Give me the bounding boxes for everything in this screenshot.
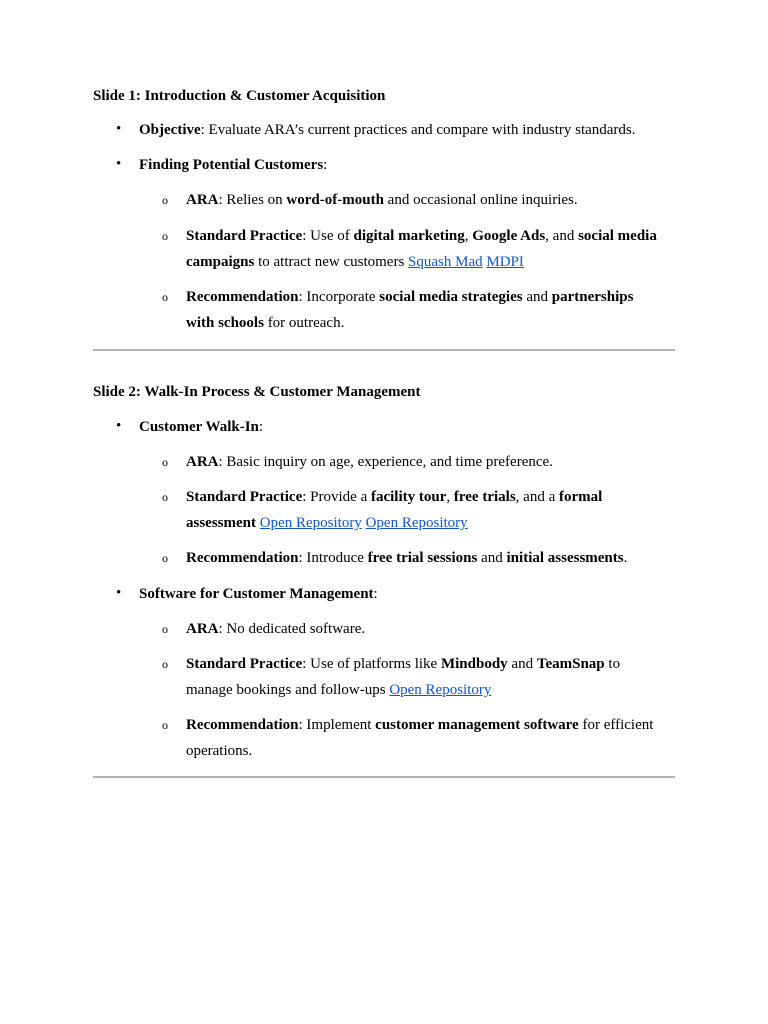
recommendation-text-1: : Implement [298, 717, 376, 733]
bullet-disc: • [116, 156, 122, 172]
recommendation-text-1: : Introduce [298, 550, 368, 566]
bullet-disc: • [116, 418, 122, 434]
slide1-recommendation-item-line2 [186, 310, 344, 336]
standard-label: Standard Practice [186, 228, 303, 244]
recommendation-label: Recommendation [186, 289, 299, 305]
open-repository-link[interactable]: Open Repository [389, 682, 492, 698]
recommendation-label: Recommendation [186, 550, 299, 566]
bullet-circle: o [162, 657, 168, 671]
slide1-recommendation-item [186, 284, 633, 310]
bullet-circle: o [162, 622, 168, 636]
recommendation-text-2: and [477, 550, 507, 566]
slide2-title: Slide 2: Walk-In Process & Customer Management [93, 384, 421, 400]
software-colon: : [373, 586, 378, 602]
standard-text-1: : Use of [302, 228, 354, 244]
slide1-title: Slide 1: Introduction & Customer Acquisition [93, 88, 386, 104]
slide2-standard-item-line2 [186, 510, 468, 536]
standard-text-2: , [464, 228, 473, 244]
objective-label: Objective [139, 122, 201, 138]
open-repository-link[interactable]: Open Repository [259, 515, 362, 531]
open-repository-link[interactable]: Open Repository [365, 515, 468, 531]
standard-bold-4: campaigns [186, 254, 255, 270]
standard-text-4: manage bookings and follow-ups [186, 682, 390, 698]
bullet-circle: o [162, 229, 168, 243]
objective-item [139, 117, 636, 143]
standard-text-3: to [604, 656, 621, 672]
slide2-standard2-item [186, 651, 620, 677]
standard-label: Standard Practice [186, 656, 303, 672]
squash-mad-link[interactable]: Squash Mad [408, 254, 483, 270]
recommendation-text-3: operations. [186, 743, 253, 759]
recommendation-bold-2: initial assessments [506, 550, 624, 566]
slide2-recommendation2-item-line2 [186, 738, 252, 764]
horizontal-divider [93, 349, 675, 351]
recommendation-bold-1: social media strategies [379, 289, 523, 305]
bullet-circle: o [162, 490, 168, 504]
ara-text-1: : Relies on [218, 192, 287, 208]
horizontal-divider [93, 776, 675, 778]
walkin-label: Customer Walk-In [139, 419, 259, 435]
standard-bold-2: TeamSnap [536, 656, 605, 672]
ara-text: : No dedicated software. [218, 621, 366, 637]
standard-bold-4: assessment [186, 515, 256, 531]
ara-text: : Basic inquiry on age, experience, and time preference. [218, 454, 553, 470]
slide1-ara-item [186, 187, 578, 213]
bullet-circle: o [162, 290, 168, 304]
standard-text-2: and [507, 656, 537, 672]
standard-text-1: : Use of platforms like [302, 656, 441, 672]
bullet-disc: • [116, 121, 122, 137]
standard-bold-1: facility tour [370, 489, 447, 505]
recommendation-bold-1: customer management software [375, 717, 579, 733]
software-label: Software for Customer Management [139, 586, 374, 602]
ara-bold-1: word-of-mouth [286, 192, 384, 208]
slide2-recommendation-item [186, 545, 627, 571]
standard-text-4: to attract new customers [254, 254, 409, 270]
recommendation-text-1: : Incorporate [298, 289, 380, 305]
recommendation-label: Recommendation [186, 717, 299, 733]
finding-customers-item [139, 152, 327, 178]
slide1-standard-item [186, 223, 657, 249]
bullet-circle: o [162, 193, 168, 207]
walkin-colon: : [258, 419, 264, 435]
recommendation-text-3: for outreach. [263, 315, 345, 331]
standard-text-1: : Provide a [302, 489, 371, 505]
recommendation-text-2: for efficient [578, 717, 654, 733]
bullet-circle: o [162, 718, 168, 732]
bullet-circle: o [162, 551, 168, 565]
bullet-circle: o [162, 455, 168, 469]
finding-label: Finding Potential Customers [139, 157, 324, 173]
ara-label: ARA [186, 454, 219, 470]
standard-text-2: , [446, 489, 454, 505]
standard-bold-3: social media [578, 228, 657, 244]
standard-bold-1: digital marketing [353, 228, 465, 244]
recommendation-text-3: . [623, 550, 628, 566]
software-item [139, 581, 378, 607]
standard-label: Standard Practice [186, 489, 303, 505]
ara-label: ARA [186, 621, 219, 637]
customer-walkin-item [139, 414, 263, 440]
finding-colon: : [323, 157, 328, 173]
recommendation-bold-2: partnerships [551, 289, 634, 305]
slide1-standard-item-line2 [186, 249, 524, 275]
slide2-recommendation2-item [186, 712, 653, 738]
slide2-ara-item [186, 449, 553, 475]
objective-text: : Evaluate ARA’s current practices and compare with industry standards. [200, 122, 636, 138]
standard-text-3: , and [545, 228, 579, 244]
mdpi-link[interactable]: MDPI [486, 254, 524, 270]
standard-bold-2: free trials [453, 489, 516, 505]
standard-text-3: , and a [515, 489, 559, 505]
standard-bold-2: Google Ads [472, 228, 546, 244]
bullet-disc: • [116, 585, 122, 601]
recommendation-bold-1: free trial sessions [367, 550, 478, 566]
slide2-ara2-item [186, 616, 365, 642]
recommendation-text-2: and [522, 289, 552, 305]
slide2-standard2-item-line2 [186, 677, 491, 703]
slide2-standard-item [186, 484, 602, 510]
ara-text-2: and occasional online inquiries. [383, 192, 578, 208]
standard-bold-1: Mindbody [440, 656, 508, 672]
standard-bold-3: formal [559, 489, 603, 505]
recommendation-bold-3: with schools [186, 315, 264, 331]
ara-label: ARA [186, 192, 219, 208]
